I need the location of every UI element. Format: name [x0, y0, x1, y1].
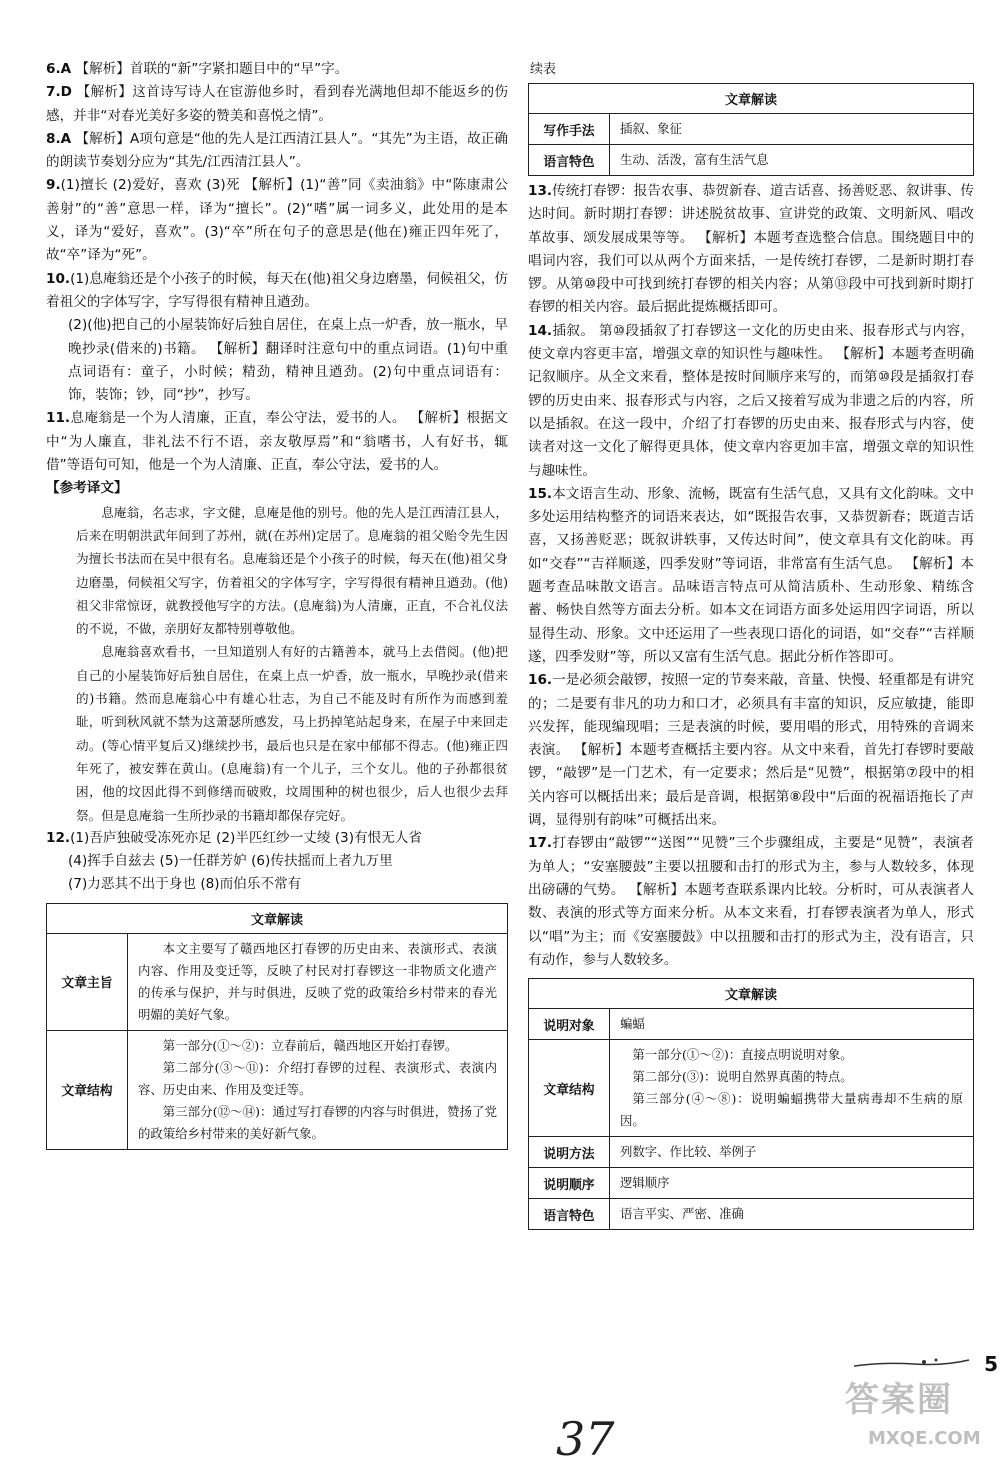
- table-header: 文章解读: [47, 903, 508, 933]
- question-11: 11.息庵翁是一个为人清廉，正直，奉公守法，爱书的人。 【解析】根据文中“为人廉直，非礼法不行不语，亲友敬厚焉”和“翁嗜书，人有好书，辄借”等语句可知，他是一个为人清廉、正直，奉公守法，爱书的人。: [46, 410, 508, 474]
- right-column: [528, 58, 974, 1230]
- page-number: 5: [984, 1352, 998, 1376]
- table-label: 说明对象: [529, 1009, 610, 1040]
- question-6: 6.A 【解析】首联的“新”字紧扣题目中的“早”字。: [46, 61, 349, 77]
- table-label: 说明方法: [529, 1137, 610, 1168]
- table-value: 逻辑顺序: [610, 1168, 974, 1199]
- watermark-url: MXQE.COM: [868, 1428, 981, 1449]
- table-header: 文章解读: [529, 979, 974, 1009]
- table-label: 说明顺序: [529, 1168, 610, 1199]
- question-8: 8.A 【解析】A项句意是“他的先人是江西清江县人”。“其先”为主语，故正确的朗读节奏划分应为“其先/江西清江县人”。: [46, 130, 509, 171]
- table-value: 生动、活泼，富有生活气息: [610, 145, 974, 176]
- question-7: 7.D 【解析】这首诗写诗人在宦游他乡时，看到春光满地但却不能返乡的伤感，并非“对春光美好多姿的赞美和喜悦之情”。: [46, 84, 508, 124]
- table-value: 列数字、作比较、举例子: [610, 1137, 974, 1168]
- table-label: 文章结构: [529, 1040, 610, 1137]
- table-label: 写作手法: [529, 114, 610, 145]
- table-label: 文章主旨: [47, 933, 128, 1030]
- question-15: 15.本文语言生动、形象、流畅，既富有生活气息，又具有文化韵味。文中多处运用结构整齐的词语来表达，如“既报告农事，又恭贺新春；既道吉话喜，又扬善贬恶；既叙讲轶事，又传达时间”，使文章具有文化韵味。再如“交春”“吉祥顺遂，四季发财”等词语，非常富有生活气息。 【解析】本题考查品味散文语言。品味语言特点可从简洁质朴、生动形象、精练含蓄、畅快自然等方面去分析。如本文在词语方面多处运用四字词语，所以显得生动、形象。文中还运用了一些表现口语化的词语，如“交春”“吉祥顺遂，四季发财”等，所以又富有生活气息。据此分析作答即可。: [528, 485, 974, 665]
- analysis-table-right-bottom: [528, 978, 974, 1230]
- question-17: 17.打春锣由“敲锣”“送图”“见赞”三个步骤组成，主要是“见赞”，表演者为单人；“安塞腰鼓”主要以扭腰和击打的形式为主，参与人数较多，体现出磅礴的气势。 【解析】本题考查联系课内比较。分析时，可从表演者人数、表演的形式等方面来分析。从本文来看，打春锣表演者为单人，形式以“唱”为主；而《安塞腰鼓》中以扭腰和击打的形式为主，没有语言，只有动作，参与人数较多。: [528, 835, 974, 968]
- translation-paragraph-1: 息庵翁，名志求，字文健，息庵是他的别号。他的先人是江西清江县人，后来在明朝洪武年间到了苏州，就(在苏州)定居了。息庵翁的祖父贻令先生因为擅长书法而在吴中很有名。息庵翁还是个小孩子的时候，每天在(他)祖父身边磨墨，伺候祖父写字，仿着祖父的字体写字，字写得很有精神且遒劲。(他)祖父非常惊讶，就教授他写字的方法。(息庵翁)为人清廉，正直，不合礼仪法的不说，不做，亲朋好友都特别尊敬他。: [76, 504, 508, 637]
- watermark-logo: 答案圈: [845, 1380, 953, 1420]
- table-value: 语言平实、严密、准确: [610, 1199, 974, 1230]
- table-label: 语言特色: [529, 145, 610, 176]
- page-ornament-icon: [854, 1356, 974, 1370]
- table-value: 蝙蝠: [610, 1009, 974, 1040]
- table-value: 第一部分(①～②)：立春前后，赣西地区开始打春锣。 第二部分(③～⑪)：介绍打春锣的过程、表演形式、表演内容、历史由来、作用及变迁等。 第三部分(⑫～⑭)：通过写打春锣的内容与时俱进，赞扬了党的政策给乡村带来的美好新气象。: [128, 1030, 508, 1149]
- question-12: 12.(1)吾庐独破受冻死亦足 (2)半匹红纱一丈绫 (3)有恨无人省 (4)挥手自兹去 (5)一任群芳妒 (6)传扶摇而上者九万里 (7)力恶其不出于身也 (8)而伯乐不常有: [46, 829, 422, 893]
- left-column: [46, 58, 508, 1150]
- reference-translation-title: 【参考译文】: [46, 480, 128, 497]
- table-header: 文章解读: [529, 84, 974, 114]
- handwritten-page-number: 37: [556, 1412, 615, 1466]
- table-value: 插叙、象征: [610, 114, 974, 145]
- analysis-table-right-top: [528, 83, 974, 176]
- continued-label: 续表: [530, 62, 557, 77]
- question-13: 13.传统打春锣：报告农事、恭贺新春、道吉话喜、扬善贬恶、叙讲事、传达时间。新时期打春锣：讲述脱贫故事、宣讲党的政策、文明新风、唱改革故事、颂发展成果等等。 【解析】本题考查选整合信息。围绕题目中的唱词内容，我们可以从两个方面来括，一是传统打春锣，二是新时期打春锣。从第⑩段中可找到统打春锣的相关内容；从第⑬段中可找到新时期打春锣的相关内容。最后据此提炼概括即可。: [528, 183, 974, 316]
- table-label: 语言特色: [529, 1199, 610, 1230]
- question-14: 14.插叙。 第⑩段插叙了打春锣这一文化的历史由来、报春形式与内容，使文章内容更丰富，增强文章的知识性与趣味性。 【解析】本题考查明确记叙顺序。从全文来看，整体是按时间顺序来写的，而第⑩段是插叙打春锣的历史由来、报春形式与内容，之后又接着写成为非遗之后的内容，所以是插叙。在这一段中，介绍了打春锣的历史由来、报春形式与内容，使读者对这一文化了解得更具体，使文章内容更加丰富，增强文章的知识性与趣味性。: [528, 322, 974, 479]
- table-value: 本文主要写了赣西地区打春锣的历史由来、表演形式、表演内容、作用及变迁等，反映了村民对打春锣这一非物质文化遗产的传承与保护，并与时俱进，反映了党的政策给乡村带来的春光明媚的美好气象。: [128, 933, 508, 1030]
- table-label: 文章结构: [47, 1030, 128, 1149]
- table-value: 第一部分(①～②)：直接点明说明对象。 第二部分(③)：说明自然界真菌的特点。 第三部分(④～⑧)：说明蝙蝠携带大量病毒却不生病的原因。: [610, 1040, 974, 1137]
- analysis-table-left: [46, 903, 508, 1150]
- translation-paragraph-2: 息庵翁喜欢看书，一旦知道别人有好的古籍善本，就马上去借阅。(他)把自己的小屋装饰好后独自居住，在桌上点一炉香，放一瓶水，早晚抄录(借来的)书籍。然而息庵翁心中有雄心壮志，为自己不能及时有所作为而感到羞耻，听到秋风就不禁为这萧瑟所感发，马上扔掉笔站起身来，在屋子中来回走动。(等心情平复后又)继续抄书，最后也只是在家中郁郁不得志。(他)雍正四年死了，被安葬在黄山。(息庵翁)有一个儿子，三个女儿。他的子孙都很贫困，他的坟因此得不到修缮而破败，坟周围种的树也很少，后人也很少去拜祭。但是息庵翁一生所抄录的书籍却都保存完好。: [76, 644, 508, 823]
- question-16: 16.一是必须会敲锣，按照一定的节奏来敲，音量、快慢、轻重都是有讲究的；二是要有非凡的功力和口才，必须具有丰富的知识，反应敏捷，能即兴发挥，能现编现唱；三是表演的时候，要用唱的形式，用特殊的音调来表演。 【解析】本题考查概括主要内容。从文中来看，首先打春锣时要敲锣，“敲锣”是一门艺术，有一定要求；然后是“见赞”，根据第⑦段中的相关内容可以概括出来；最后是音调，根据第⑧段中“后面的祝福语拖长了声调，显得别有韵味”可概括出来。: [528, 672, 974, 829]
- question-9: 9.(1)擅长 (2)爱好，喜欢 (3)死 【解析】(1)“善”同《卖油翁》中“陈康肃公善射”的“善”意思一样，译为“擅长”。(2)“嗜”属一词多义，此处用的是本义，译为“爱好，喜欢”。(3)“卒”所在句子的意思是(他在)雍正四年死了，故“卒”译为“死”。: [46, 177, 508, 264]
- question-10: 10.(1)息庵翁还是个小孩子的时候，每天在(他)祖父身边磨墨，伺候祖父，仿着祖父的字体写字，字写得很有精神且遒劲。 (2)(他)把自己的小屋装饰好后独自居住，在桌上点一炉香，放一瓶水，早晚抄录(借来的)书籍。 【解析】翻译时注意句中的重点词语。(1)句中重点词语有：童子，小时候；精劲，精神且遒劲。(2)句中重点词语有：饰，装饰；钞，同“抄”，抄写。: [46, 270, 508, 404]
